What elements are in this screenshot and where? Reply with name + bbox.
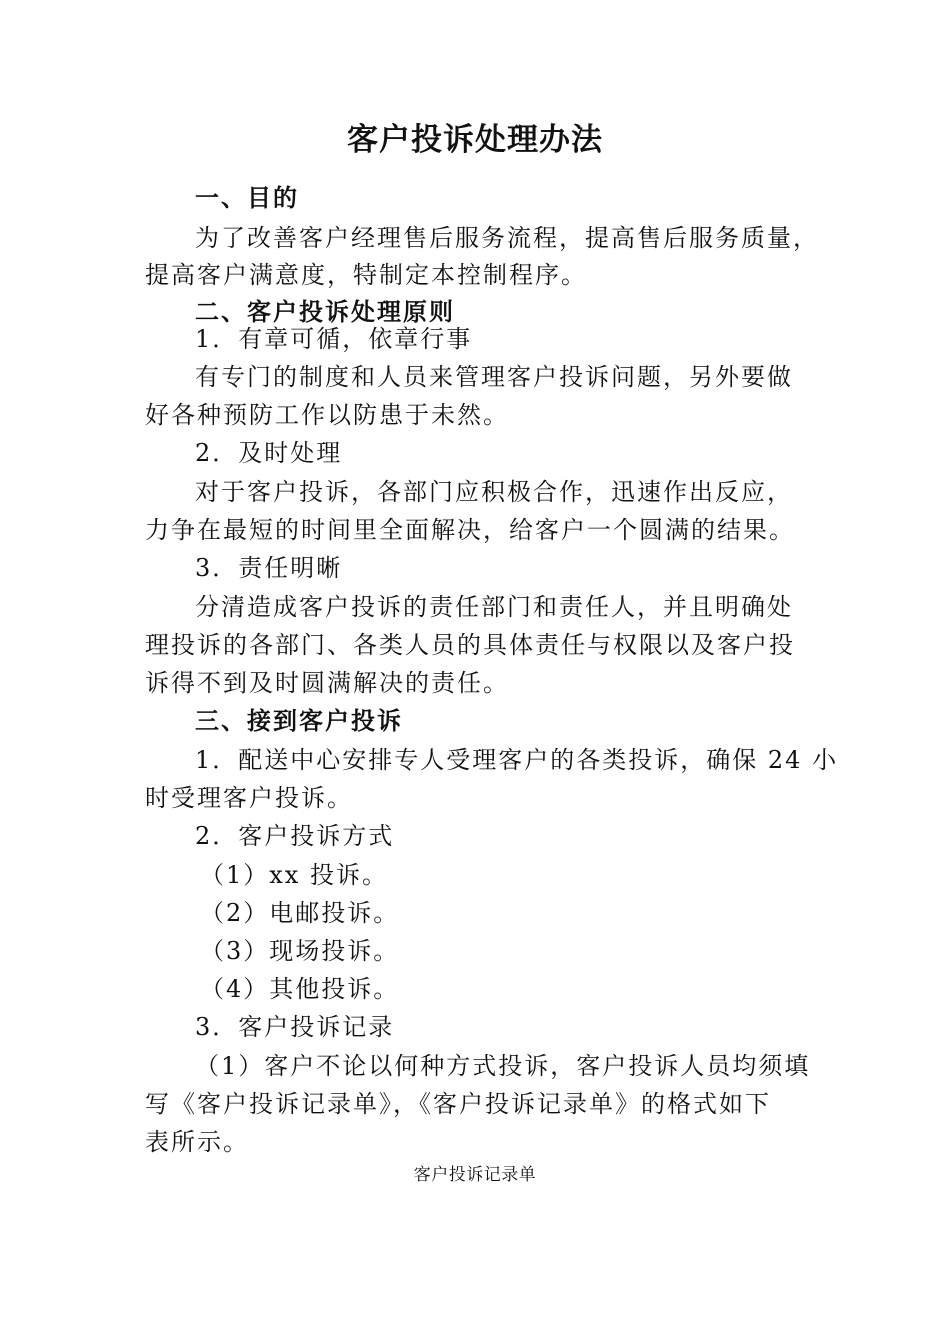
subsection-title: 2．及时处理 (195, 439, 343, 467)
paragraph-line: 分清造成客户投诉的责任部门和责任人，并且明确处 (195, 593, 793, 621)
paragraph-line: 时受理客户投诉。 (145, 784, 353, 812)
paragraph-line: 好各种预防工作以防患于未然。 (145, 401, 509, 429)
paragraph-line: 写《客户投诉记录单》，《客户投诉记录单》的格式如下 (145, 1090, 771, 1118)
document-title: 客户投诉处理办法 (347, 122, 603, 158)
section-heading-receiving: 三、接到客户投诉 (195, 706, 403, 735)
subsection-title: 1．有章可循，依章行事 (195, 325, 473, 353)
list-item: （3）现场投诉。 (200, 937, 400, 965)
list-item: （2）电邮投诉。 (200, 899, 400, 927)
paragraph-line: 诉得不到及时圆满解决的责任。 (145, 669, 509, 697)
paragraph-line: 理投诉的各部门、各类人员的具体责任与权限以及客户投 (145, 631, 795, 659)
paragraph-line: 有专门的制度和人员来管理客户投诉问题，另外要做 (195, 363, 793, 391)
paragraph-line: 为了改善客户经理售后服务流程，提高售后服务质量， (195, 224, 819, 252)
paragraph-line: 力争在最短的时间里全面解决，给客户一个圆满的结果。 (145, 516, 795, 544)
paragraph-line: 提高客户满意度，特制定本控制程序。 (145, 261, 587, 289)
paragraph-line: 1．配送中心安排专人受理客户的各类投诉，确保 24 小 (195, 746, 839, 774)
table-caption: 客户投诉记录单 (413, 1165, 537, 1185)
paragraph-line: （1）客户不论以何种方式投诉，客户投诉人员均须填 (195, 1052, 811, 1080)
section-heading-purpose: 一、目的 (195, 183, 299, 212)
list-item: （1）xx 投诉。 (200, 861, 388, 889)
paragraph-line: 表所示。 (145, 1128, 249, 1156)
subsection-title: 2．客户投诉方式 (195, 822, 395, 850)
subsection-title: 3．客户投诉记录 (195, 1013, 395, 1041)
list-item: （4）其他投诉。 (200, 975, 400, 1003)
section-heading-principles: 二、客户投诉处理原则 (195, 297, 455, 326)
paragraph-line: 对于客户投诉，各部门应积极合作，迅速作出反应， (195, 478, 793, 506)
subsection-title: 3．责任明晰 (195, 554, 343, 582)
